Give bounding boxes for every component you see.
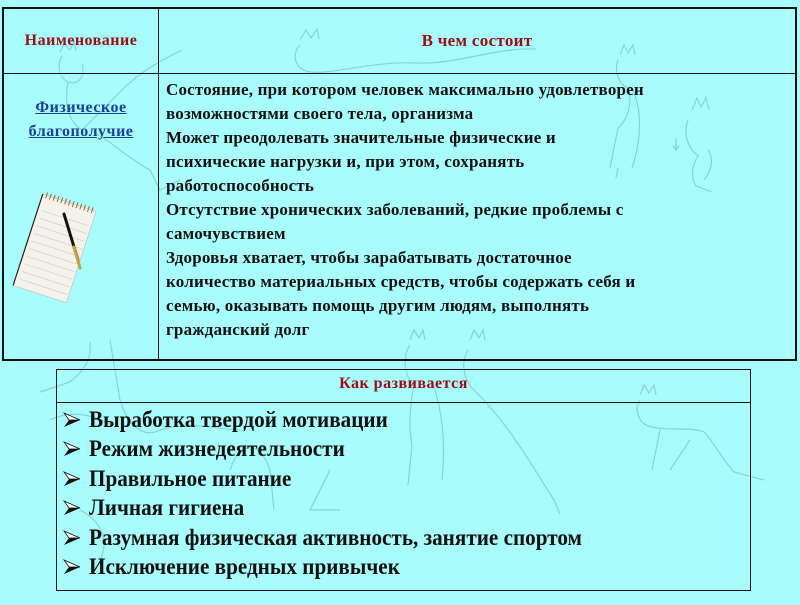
- description-line: самочувствием: [166, 224, 286, 243]
- description-line: психические нагрузки и, при этом, сохранять: [166, 152, 525, 171]
- list-item: Личная гигиена: [63, 494, 750, 524]
- development-list: [57, 403, 750, 582]
- description-cell: [159, 74, 797, 361]
- description-line: возможностями своего тела, организма: [166, 104, 474, 123]
- description-line: Может преодолевать значительные физические и: [166, 128, 556, 147]
- table-header-row: [3, 8, 796, 74]
- table-row: [3, 74, 796, 361]
- development-title: Как развивается: [57, 370, 750, 403]
- description-line: Состояние, при котором человек максимально удовлетворен: [166, 80, 644, 99]
- arrow-bullet-icon: [63, 529, 81, 547]
- notepad-with-pen-icon: [8, 192, 98, 308]
- description-line: Здоровья хватает, чтобы зарабатывать достаточное: [166, 248, 572, 267]
- description-line: работоспособность: [166, 176, 315, 195]
- list-item: Режим жизнедеятельности: [63, 435, 750, 465]
- list-item: Исключение вредных привычек: [63, 553, 750, 583]
- arrow-bullet-icon: [63, 411, 81, 429]
- description-line: количество материальных средств, чтобы содержать себя и: [166, 272, 636, 291]
- list-item: Выработка твердой мотивации: [63, 405, 750, 435]
- column-header-name: Наименование: [3, 8, 159, 74]
- arrow-bullet-icon: [63, 440, 81, 458]
- arrow-bullet-icon: [63, 499, 81, 517]
- development-box: [56, 369, 751, 591]
- health-table: [2, 7, 797, 361]
- description-line: семью, оказывать помощь другим людям, выполнять: [166, 296, 590, 315]
- description-line: Отсутствие хронических заболеваний, редкие проблемы с: [166, 200, 624, 219]
- arrow-bullet-icon: [63, 558, 81, 576]
- name-cell: [3, 74, 159, 361]
- list-item: Правильное питание: [63, 464, 750, 494]
- description-line: гражданский долг: [166, 320, 310, 339]
- physical-wellbeing-link[interactable]: Физическое благополучие: [28, 99, 134, 140]
- column-header-description: В чем состоит: [159, 8, 797, 74]
- list-item: Разумная физическая активность, занятие спортом: [63, 523, 750, 553]
- arrow-bullet-icon: [63, 470, 81, 488]
